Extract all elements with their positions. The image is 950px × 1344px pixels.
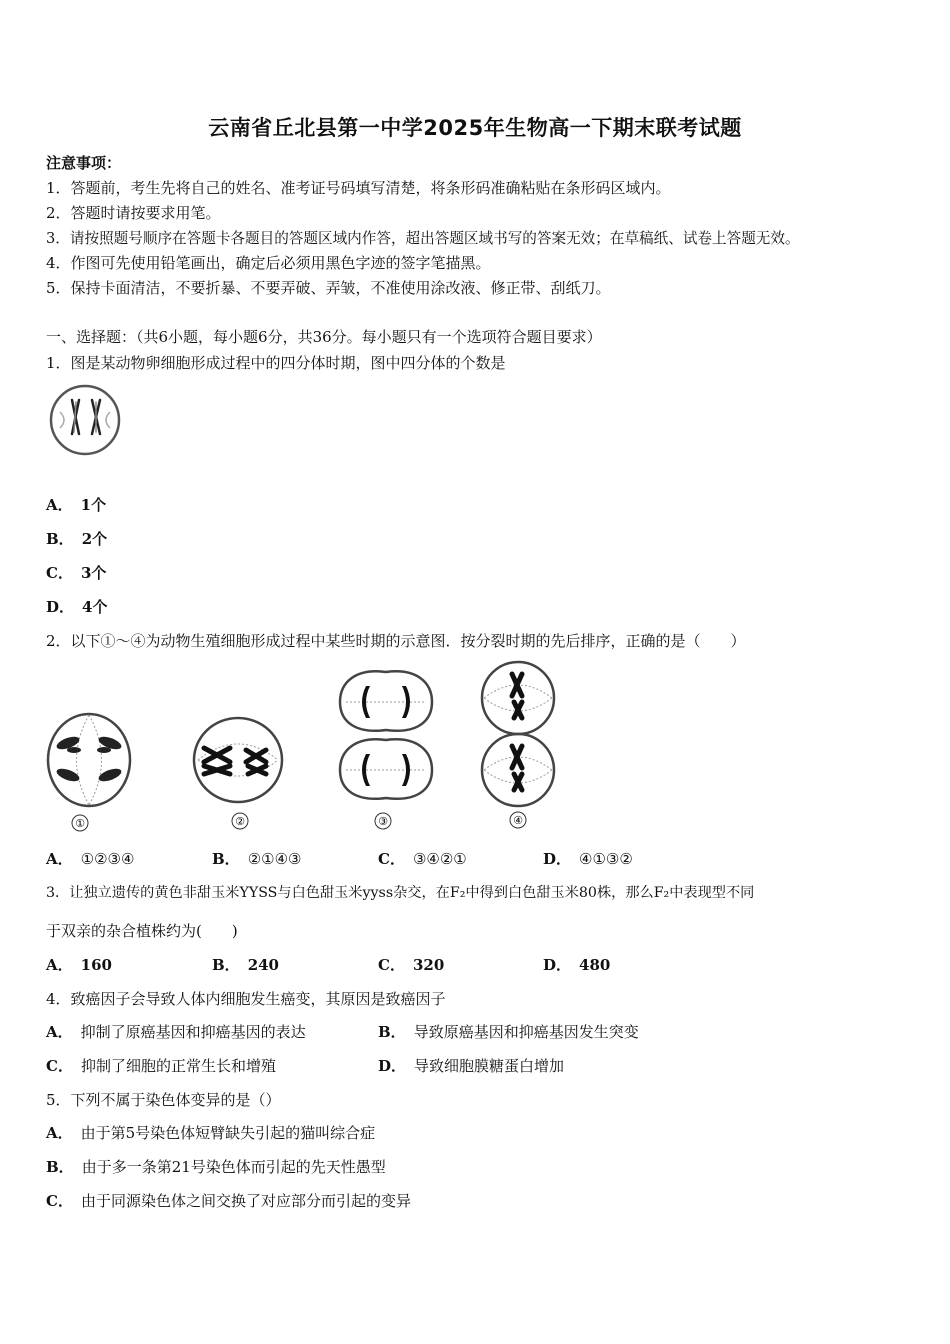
q5-option-b[interactable]: B． 由于多一条第21号染色体而引起的先天性愚型	[46, 1158, 386, 1176]
notice-item: 5．保持卡面清洁，不要折暴、不要弄破、弄皱，不准使用涂改液、修正带、刮纸刀。	[46, 279, 611, 297]
question-4-stem: 4．致癌因子会导致人体内细胞发生癌变，其原因是致癌因子	[46, 990, 446, 1008]
q2-option-a[interactable]: A． ①②③④	[46, 850, 135, 868]
q3-option-b[interactable]: B． 240	[212, 956, 279, 974]
question-2-stem: 2．以下①～④为动物生殖细胞形成过程中某些时期的示意图．按分裂时期的先后排序，正确的是（ ）	[46, 632, 746, 650]
q3-option-c[interactable]: C． 320	[378, 956, 445, 974]
cell-figure-4	[474, 660, 564, 833]
figure-label-1: ①	[75, 817, 85, 830]
cell-figure-3	[336, 668, 436, 833]
cell-figure-2	[190, 708, 286, 833]
q5-option-c[interactable]: C． 由于同源染色体之间交换了对应部分而引起的变异	[46, 1192, 411, 1210]
question-3-stem-cont: 于双亲的杂合植株约为( )	[46, 922, 238, 940]
notice-heading: 注意事项：	[46, 154, 122, 172]
question-3-stem: 3．让独立遗传的黄色非甜玉米YYSS与白色甜玉米yyss杂交，在F₂中得到白色甜玉米80株，那么F₂中表现型不同	[46, 885, 755, 901]
q5-option-a[interactable]: A． 由于第5号染色体短臂缺失引起的猫叫综合症	[46, 1124, 376, 1142]
cell-figure-1	[44, 705, 136, 833]
q2-option-b[interactable]: B． ②①④③	[212, 850, 302, 868]
q4-option-c[interactable]: C． 抑制了细胞的正常生长和增殖	[46, 1057, 276, 1075]
figure-label-4: ④	[513, 814, 523, 827]
notice-item: 2．答题时请按要求用笔。	[46, 204, 221, 222]
notice-item: 4．作图可先使用铅笔画出，确定后必须用黑色字迹的签字笔描黑。	[46, 254, 491, 272]
notice-item: 1．答题前，考生先将自己的姓名、准考证号码填写清楚，将条形码准确粘贴在条形码区域内。	[46, 179, 671, 197]
q4-option-a[interactable]: A． 抑制了原癌基因和抑癌基因的表达	[46, 1023, 306, 1041]
page-title: 云南省丘北县第一中学2025年生物高一下期末联考试题	[208, 116, 742, 140]
q3-option-d[interactable]: D． 480	[543, 956, 611, 974]
q4-option-d[interactable]: D． 导致细胞膜糖蛋白增加	[378, 1057, 565, 1075]
q2-option-d[interactable]: D． ④①③②	[543, 850, 633, 868]
q3-option-a[interactable]: A． 160	[46, 956, 112, 974]
question-1-stem: 1．图是某动物卵细胞形成过程中的四分体时期，图中四分体的个数是	[46, 354, 506, 372]
q1-option-d[interactable]: D． 4个	[46, 598, 108, 616]
q2-option-c[interactable]: C． ③④②①	[378, 850, 467, 868]
notice-item: 3．请按照题号顺序在答题卡各题目的答题区域内作答，超出答题区域书写的答案无效；在草稿纸、试卷上答题无效。	[46, 230, 800, 247]
question-5-stem: 5．下列不属于染色体变异的是（）	[46, 1091, 281, 1109]
q1-option-b[interactable]: B． 2个	[46, 530, 108, 548]
figure-label-3: ③	[378, 815, 388, 828]
q1-option-c[interactable]: C． 3个	[46, 564, 107, 582]
tetrad-cell-figure	[46, 382, 126, 458]
figure-label-2: ②	[235, 815, 245, 828]
q4-option-b[interactable]: B． 导致原癌基因和抑癌基因发生突变	[378, 1023, 639, 1041]
section-heading: 一、选择题：（共6小题，每小题6分，共36分。每小题只有一个选项符合题目要求）	[46, 328, 602, 346]
q1-option-a[interactable]: A． 1个	[46, 496, 107, 514]
